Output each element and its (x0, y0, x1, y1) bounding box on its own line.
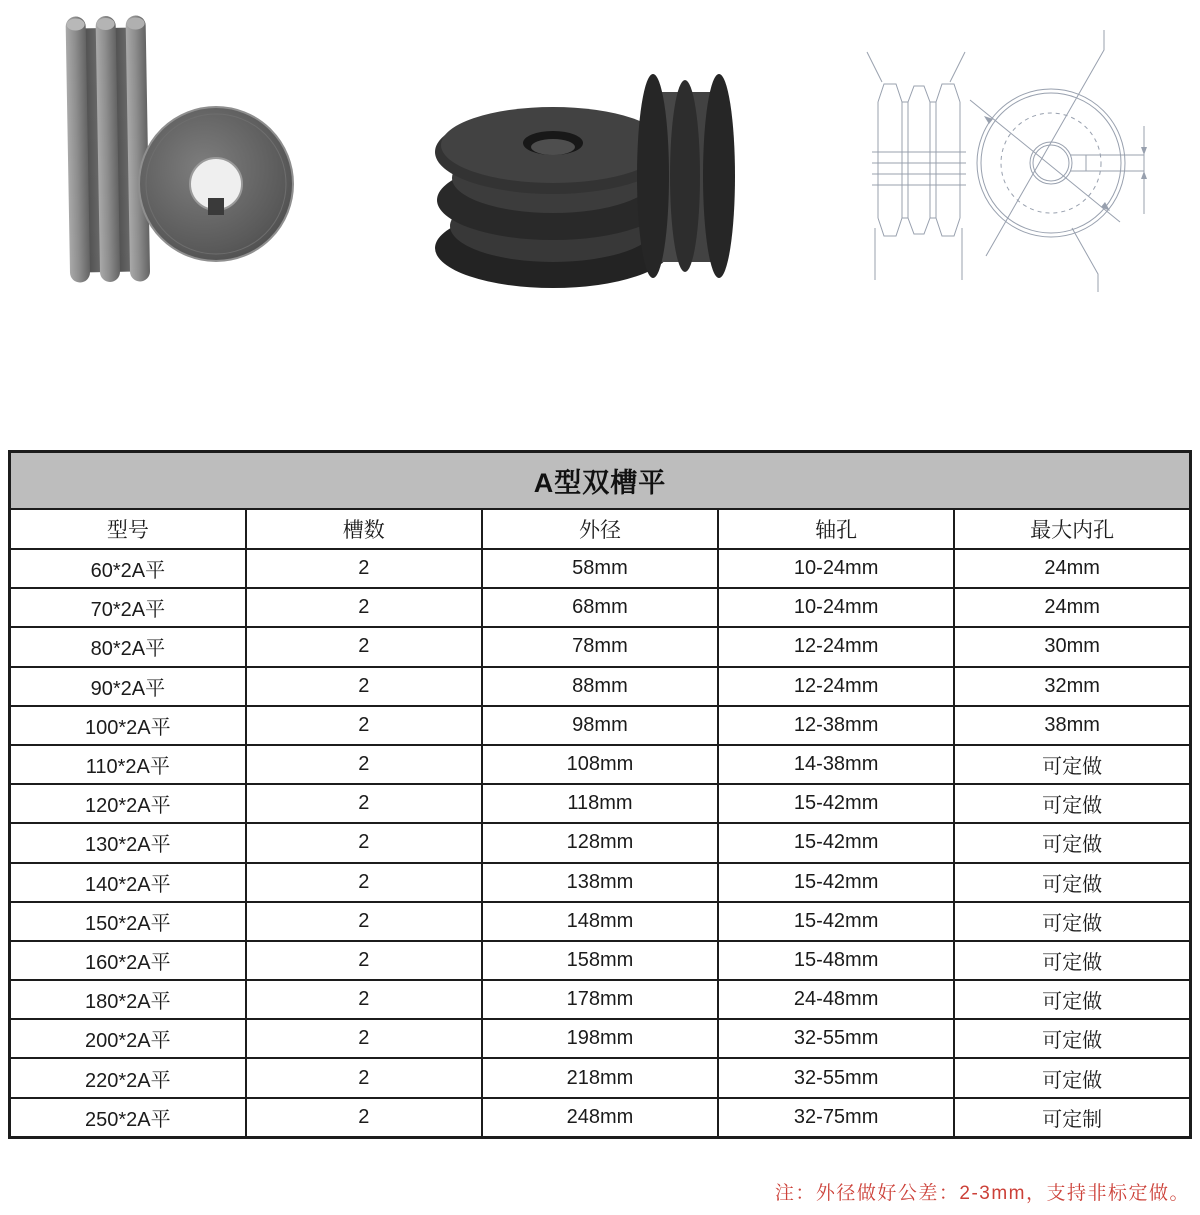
cell: 2 (246, 627, 482, 666)
cell: 可定做 (954, 745, 1190, 784)
keyway-slot (208, 198, 224, 215)
cell: 250*2A平 (10, 1098, 246, 1138)
cell: 180*2A平 (10, 980, 246, 1019)
cell: 2 (246, 823, 482, 862)
table-row (10, 1098, 1191, 1138)
cell: 12-24mm (718, 627, 954, 666)
cell: 12-24mm (718, 667, 954, 706)
cell: 120*2A平 (10, 784, 246, 823)
cell: 2 (246, 745, 482, 784)
cell: 可定做 (954, 902, 1190, 941)
cell: 2 (246, 549, 482, 588)
cell: 15-42mm (718, 863, 954, 902)
cell: 可定做 (954, 784, 1190, 823)
cell: 118mm (482, 784, 718, 823)
column-header-row (10, 509, 1191, 549)
cell: 可定做 (954, 1058, 1190, 1097)
cell: 2 (246, 588, 482, 627)
cell: 可定制 (954, 1098, 1190, 1138)
table-row (10, 784, 1191, 823)
cell: 32-55mm (718, 1058, 954, 1097)
cell: 15-42mm (718, 902, 954, 941)
cell: 15-42mm (718, 784, 954, 823)
cell: 70*2A平 (10, 588, 246, 627)
cell: 24mm (954, 549, 1190, 588)
table-row (10, 627, 1191, 666)
spec-table (8, 450, 1192, 1139)
table-body (10, 549, 1191, 1137)
cell: 110*2A平 (10, 745, 246, 784)
table-row (10, 667, 1191, 706)
cell: 可定做 (954, 823, 1190, 862)
cell: 108mm (482, 745, 718, 784)
cell: 38mm (954, 706, 1190, 745)
cell: 2 (246, 1019, 482, 1058)
cell: 60*2A平 (10, 549, 246, 588)
cell: 12-38mm (718, 706, 954, 745)
table-row (10, 980, 1191, 1019)
cell: 可定做 (954, 863, 1190, 902)
pulley-photo-side-and-front (58, 8, 298, 300)
cell: 90*2A平 (10, 667, 246, 706)
cell: 218mm (482, 1058, 718, 1097)
pulley-photo-dark-pair (433, 48, 755, 300)
column-header: 槽数 (246, 509, 482, 549)
table-row (10, 549, 1191, 588)
cell: 158mm (482, 941, 718, 980)
cell: 24-48mm (718, 980, 954, 1019)
cell: 32mm (954, 667, 1190, 706)
cell: 78mm (482, 627, 718, 666)
cell: 2 (246, 1058, 482, 1097)
cell: 2 (246, 980, 482, 1019)
cell: 150*2A平 (10, 902, 246, 941)
cell: 100*2A平 (10, 706, 246, 745)
pulley-side-view (66, 15, 151, 282)
column-header: 型号 (10, 509, 246, 549)
cell: 2 (246, 941, 482, 980)
cell: 58mm (482, 549, 718, 588)
table-title-row (10, 452, 1191, 510)
spec-table-section (8, 450, 1192, 1139)
cell: 220*2A平 (10, 1058, 246, 1097)
column-header: 外径 (482, 509, 718, 549)
table-row (10, 745, 1191, 784)
cell: 可定做 (954, 980, 1190, 1019)
table-row (10, 863, 1191, 902)
cell: 30mm (954, 627, 1190, 666)
tolerance-note: 注：外径做好公差：2-3mm，支持非标定做。 (774, 1183, 1190, 1204)
table-title: A型双槽平 (10, 452, 1191, 510)
pulley-lying (435, 107, 671, 288)
cell: 15-48mm (718, 941, 954, 980)
cell: 24mm (954, 588, 1190, 627)
cell: 148mm (482, 902, 718, 941)
cell: 140*2A平 (10, 863, 246, 902)
cell: 10-24mm (718, 588, 954, 627)
cell: 32-75mm (718, 1098, 954, 1138)
pulley-standing (637, 74, 735, 278)
cell: 2 (246, 706, 482, 745)
column-header: 最大内孔 (954, 509, 1190, 549)
table-row (10, 588, 1191, 627)
drawing-front-view (970, 30, 1147, 292)
cell: 200*2A平 (10, 1019, 246, 1058)
cell: 178mm (482, 980, 718, 1019)
cell: 88mm (482, 667, 718, 706)
cell: 128mm (482, 823, 718, 862)
table-row (10, 823, 1191, 862)
cell: 68mm (482, 588, 718, 627)
cell: 可定做 (954, 941, 1190, 980)
cell: 80*2A平 (10, 627, 246, 666)
cell: 2 (246, 784, 482, 823)
cell: 2 (246, 902, 482, 941)
cell: 130*2A平 (10, 823, 246, 862)
table-row (10, 1058, 1191, 1097)
table-row (10, 706, 1191, 745)
cell: 98mm (482, 706, 718, 745)
pulley-technical-drawing (858, 22, 1164, 294)
cell: 160*2A平 (10, 941, 246, 980)
cell: 2 (246, 667, 482, 706)
cell: 138mm (482, 863, 718, 902)
cell: 2 (246, 863, 482, 902)
cell: 32-55mm (718, 1019, 954, 1058)
pulley-front-view (139, 107, 293, 261)
cell: 2 (246, 1098, 482, 1138)
table-row (10, 902, 1191, 941)
cell: 10-24mm (718, 549, 954, 588)
cell: 248mm (482, 1098, 718, 1138)
cell: 198mm (482, 1019, 718, 1058)
column-header: 轴孔 (718, 509, 954, 549)
cell: 可定做 (954, 1019, 1190, 1058)
table-row (10, 941, 1191, 980)
drawing-profile-view (867, 52, 966, 280)
table-row (10, 1019, 1191, 1058)
cell: 14-38mm (718, 745, 954, 784)
cell: 15-42mm (718, 823, 954, 862)
